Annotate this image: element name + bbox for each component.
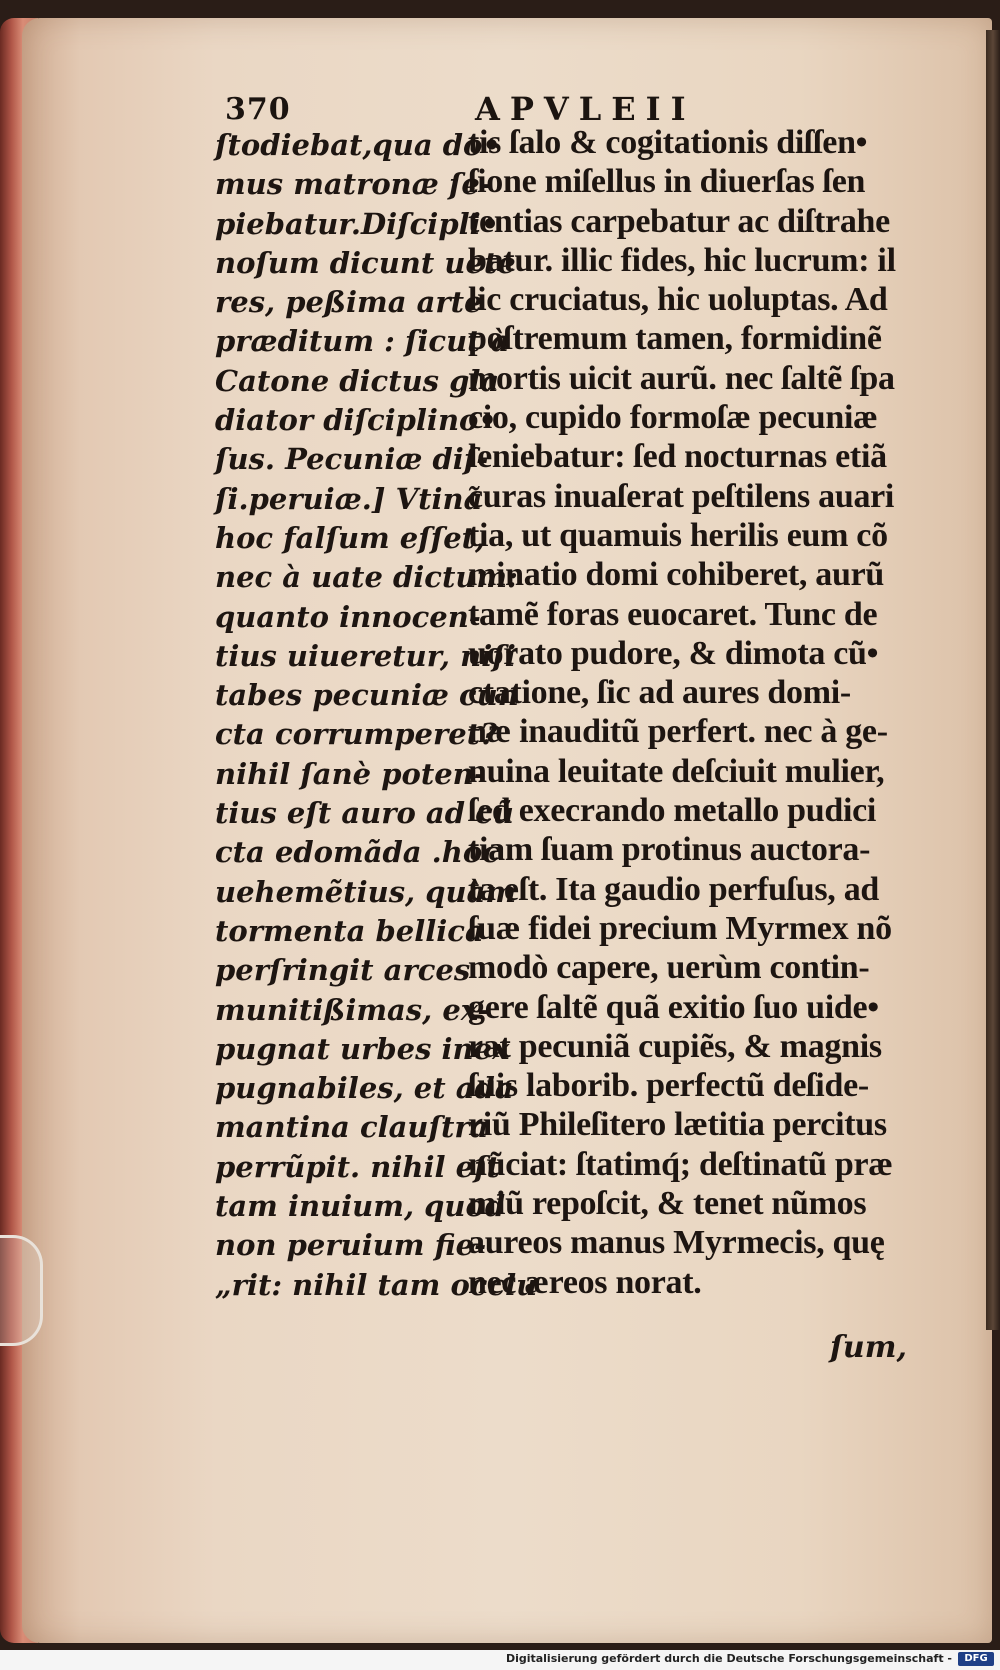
main-text-line: ſed execrando metallo pudici <box>468 792 877 830</box>
catchword: ſum, <box>830 1330 907 1365</box>
main-text-line: gere ſaltẽ quã exitio ſuo uide• <box>468 988 879 1026</box>
commentary-line: diator diſciplino• <box>215 403 497 438</box>
funding-credit: Digitalisierung gefördert durch die Deutsche Forschungsgemeinschaft - <box>505 1652 952 1665</box>
main-text-line: tis ſalo & cogitationis diſſen• <box>468 124 868 161</box>
commentary-line: mantina clauſtra <box>215 1110 489 1145</box>
gutter-shadow <box>986 30 1000 1330</box>
commentary-column <box>215 126 538 1305</box>
main-text-line: nũciat: ſtatimq́; deſtinatũ præ <box>468 1145 893 1183</box>
commentary-line: res, peßima arte <box>215 285 483 320</box>
main-text-line: tia, ut quamuis herilis eum cõ <box>468 516 888 554</box>
commentary-line: nec à uate dictum: <box>215 560 518 595</box>
commentary-line: perſringit arces <box>215 953 471 988</box>
main-text-line: batur. illic fides, hic lucrum: il <box>468 241 896 279</box>
commentary-line: tabes pecuniæ cun <box>215 678 519 713</box>
commentary-line: tormenta bellica <box>215 913 484 948</box>
main-text-line: nec æreos norat. <box>468 1263 702 1301</box>
main-text-line: uorato pudore, & dimota cũ• <box>468 634 879 672</box>
commentary-line: uehemẽtius, quàm <box>215 874 517 909</box>
dfg-logo-icon: DFG <box>958 1652 994 1666</box>
main-text-line: leniebatur: ſed nocturnas etiã <box>468 438 887 476</box>
commentary-line: perrũpit. nihil eſt <box>215 1149 500 1184</box>
running-head: APVLEII <box>475 90 696 128</box>
commentary-line: tam inuium, quod <box>215 1189 506 1224</box>
commentary-line: Catone dictus gla <box>215 363 500 398</box>
commentary-line: ſus. Pecuniæ diſ- <box>215 442 489 477</box>
main-text-line: tentias carpebatur ac diſtrahe <box>468 202 890 240</box>
main-text-line: rat pecuniã cupiẽs, & magnis <box>468 1027 882 1065</box>
main-text-line: ſuæ fidei precium Myrmex nõ <box>468 909 892 947</box>
commentary-line: munitißimas, ex- <box>215 992 490 1027</box>
main-text-line: miũ repoſcit, & tenet nũmos <box>468 1185 867 1223</box>
main-text-line: nuina leuitate deſciuit mulier, <box>468 752 885 790</box>
main-text-line: tiam ſuam protinus auctora- <box>468 831 871 869</box>
main-text-line: poſtremum tamen, formidinẽ <box>468 320 882 358</box>
main-text-line: tamẽ foras euocaret. Tunc de <box>468 595 878 633</box>
commentary-line: pugnabiles, et ada <box>215 1071 514 1106</box>
main-text-line: ſuis laborib. perfectũ deſide- <box>468 1067 869 1105</box>
bookmark-clasp <box>0 1235 43 1346</box>
commentary-line: quanto innocen- <box>215 599 481 634</box>
main-text-line: ſione miſellus in diuerſas ſen <box>468 163 866 201</box>
main-text-column <box>468 123 908 1302</box>
main-text-line: cio, cupido formoſæ pecuniæ <box>468 399 878 437</box>
commentary-line: piebatur.Diſcipli• <box>215 206 500 241</box>
commentary-line: cta corrumperet? <box>215 717 498 752</box>
commentary-line: noſum dicunt uete <box>215 245 516 280</box>
commentary-line: mus matronæ ſe- <box>215 167 492 202</box>
commentary-line: tius uiueretur, niſi <box>215 638 516 673</box>
commentary-line: nihil ſanè poten- <box>215 756 486 791</box>
main-text-line: næ inauditũ perfert. nec à ge- <box>468 713 888 751</box>
main-text-line: mortis uicit aurũ. nec ſaltẽ ſpa <box>468 359 895 397</box>
main-text-line: lic cruciatus, hic uoluptas. Ad <box>468 281 888 319</box>
commentary-line: ſi.peruiæ.] Vtinã <box>215 481 483 516</box>
commentary-line: tius eſt auro ad cũ <box>215 796 514 831</box>
main-text-line: minatio domi cohiberet, aurũ <box>468 556 884 594</box>
commentary-line: pugnat urbes inex <box>215 1031 510 1066</box>
footer-bar <box>0 1650 1000 1670</box>
main-text-line: modò capere, uerùm contin- <box>468 949 870 987</box>
main-text-line: aureos manus Myrmecis, quę <box>468 1224 885 1262</box>
commentary-line: non peruium fie- <box>215 1228 487 1263</box>
main-text-line: ctatione, ſic ad aures domi- <box>468 674 851 712</box>
commentary-line: ſtodiebat,qua do• <box>215 128 501 162</box>
main-text-line: curas inuaſerat peſtilens auari <box>468 477 895 515</box>
commentary-line: hoc falſum eſſet, <box>215 520 486 555</box>
page-number: 370 <box>225 92 291 127</box>
commentary-line: „rit: nihil tam occlu <box>215 1267 538 1302</box>
main-text-line: riũ Phileſitero lætitia percitus <box>468 1106 887 1144</box>
commentary-line: cta edomãda .hoc <box>215 835 500 870</box>
commentary-line: præditum : ſicut à <box>215 324 510 359</box>
main-text-line: ta eſt. Ita gaudio perfuſus, ad <box>468 870 880 908</box>
